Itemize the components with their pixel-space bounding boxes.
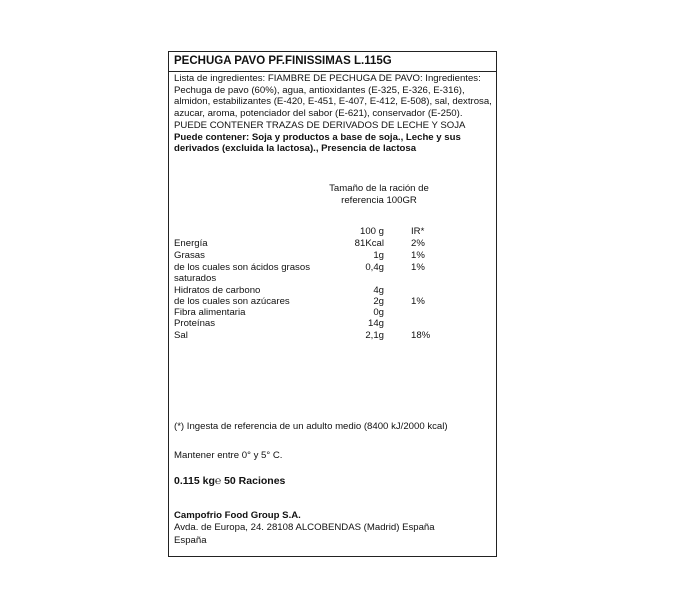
nutrition-row-sal xyxy=(169,330,498,342)
net-quantity: 0.115 kg℮ 50 Raciones xyxy=(174,475,286,487)
address-line: Avda. de Europa, 24. 28108 ALCOBENDAS (Madrid) España xyxy=(174,522,435,533)
nutrient-value: 2g xyxy=(373,296,384,307)
serving-size-line1: Tamaño de la ración de xyxy=(329,183,429,194)
nutrient-name: de los cuales son ácidos grasos xyxy=(174,262,310,273)
nutrient-ir: 18% xyxy=(411,330,431,341)
nutrient-value: 81Kcal xyxy=(354,238,384,249)
product-label xyxy=(168,51,497,557)
nutrient-ir: 1% xyxy=(411,250,425,261)
nutrient-name: Fibra alimentaria xyxy=(174,307,246,318)
nutrient-name: Energía xyxy=(174,238,208,249)
serving-size-line2: referencia 100GR xyxy=(341,194,417,206)
nutrient-name: de los cuales son azúcares xyxy=(174,296,290,307)
nutrient-name: Sal xyxy=(174,330,188,341)
nutrient-ir: 1% xyxy=(411,296,425,307)
ingredients-text: Lista de ingredientes: FIAMBRE DE PECHUGA DE PAVO: Ingredientes: Pechuga de pavo (60%), agua, antioxidantes (E-325, E-326, E-316), almidon, estabilizantes (E-420, E-451, E-407, E-412, E-508), sal, dextrosa, azucar, aroma, potenciador del sabor (E-621), conservador (E-250). PUEDE CONTENER TRAZAS DE DERIVADOS DE LECHE Y SOJA xyxy=(174,73,492,131)
nutrition-row-grasas xyxy=(169,250,498,262)
title-divider xyxy=(169,71,496,72)
manufacturer-name: Campofrio Food Group S.A. xyxy=(174,510,301,521)
nutrient-value: 0,4g xyxy=(365,262,384,273)
nutrient-name: Proteínas xyxy=(174,318,216,329)
country-line: España xyxy=(174,534,207,546)
nutrient-value: 2,1g xyxy=(365,330,384,341)
nutrient-ir: 2% xyxy=(411,238,425,249)
nutrient-value: 0g xyxy=(373,307,384,318)
nutrition-row-energia xyxy=(169,238,498,250)
nutrient-value: 4g xyxy=(373,285,384,296)
allergen-warning: Puede contener: Soja y productos a base de soja., Leche y sus derivados (excluida la lactosa)., Presencia de lactosa xyxy=(174,131,461,155)
nutrient-value: 1g xyxy=(373,250,384,261)
nutrient-name: Hidratos de carbono xyxy=(174,285,261,296)
nutrient-ir: 1% xyxy=(411,262,425,273)
nutrition-header-ir: IR* xyxy=(411,226,425,237)
nutrition-row-saturados-cont xyxy=(169,273,498,285)
nutrient-value: 14g xyxy=(367,318,384,329)
nutrient-name: Grasas xyxy=(174,250,205,261)
product-title: PECHUGA PAVO PF.FINISSIMAS L.115G xyxy=(174,55,392,67)
nutrition-header xyxy=(169,226,498,238)
nutrition-header-value: 100 g xyxy=(359,226,384,237)
manufacturer-address xyxy=(174,522,474,547)
nutrient-name: saturados xyxy=(174,273,217,284)
ingredients-list xyxy=(174,73,492,155)
reference-intake-footnote: (*) Ingesta de referencia de un adulto medio (8400 kJ/2000 kcal) xyxy=(174,421,448,432)
serving-size xyxy=(319,183,439,206)
storage-instructions: Mantener entre 0° y 5° C. xyxy=(174,450,283,461)
nutrition-row-proteinas xyxy=(169,318,498,330)
